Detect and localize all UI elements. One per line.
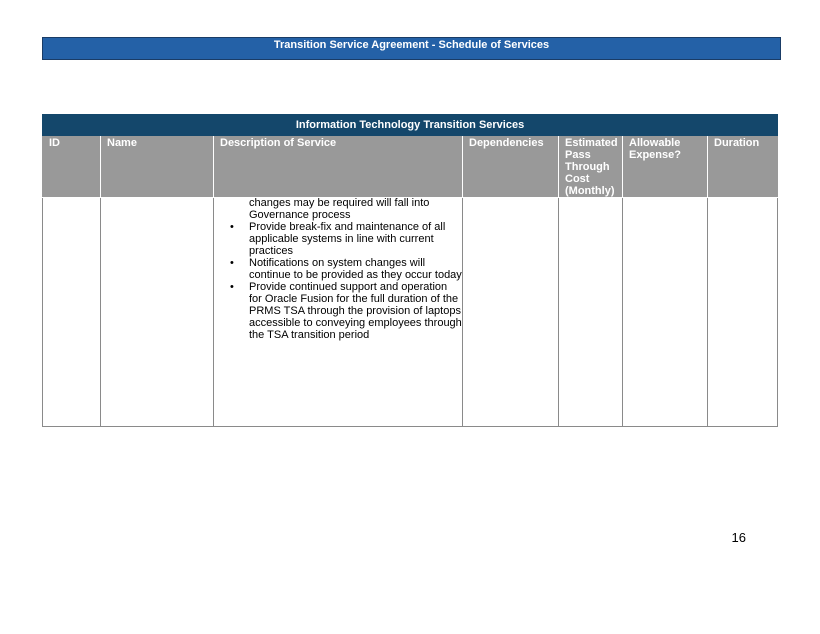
cell-id: [43, 198, 101, 427]
table-row: [43, 198, 778, 427]
cell-name: [101, 198, 214, 427]
table-title-row: [43, 115, 778, 136]
page-header-title: Transition Service Agreement - Schedule of Services: [273, 39, 550, 51]
column-header-cost: Estimated Pass Through Cost (Monthly): [559, 136, 623, 198]
column-header-description: Description of Service: [214, 136, 463, 198]
column-header-row: [43, 136, 778, 198]
page-number: 16: [731, 530, 746, 545]
bullet-icon: •: [230, 281, 234, 293]
bullet-text: Provide break-fix and maintenance of all applicable systems in line with current practices: [249, 221, 446, 257]
bullet-text: Provide continued support and operation for Oracle Fusion for the full duration of the PRMS TSA through the provision of laptops accessible to conveying employees through the TSA transition period: [249, 281, 462, 341]
description-continued-text: changes may be required will fall into Governance process: [249, 197, 430, 221]
bullet-icon: •: [230, 257, 234, 269]
description-bullet-list: [214, 221, 462, 341]
list-item: [214, 281, 462, 341]
column-header-name: Name: [101, 136, 214, 198]
bullet-icon: •: [230, 221, 234, 233]
bullet-text: Notifications on system changes will continue to be provided as they occur today: [249, 257, 462, 281]
column-header-allowable-expense: Allowable Expense?: [623, 136, 708, 198]
table-title: Information Technology Transition Services: [43, 115, 778, 136]
list-item: [214, 257, 462, 281]
cell-duration: [708, 198, 778, 427]
services-table: [42, 114, 778, 427]
cell-allowable-expense: [623, 198, 708, 427]
cell-description: [214, 198, 463, 427]
page-header-bar: [42, 37, 781, 60]
column-header-duration: Duration: [708, 136, 778, 198]
cell-cost: [559, 198, 623, 427]
column-header-dependencies: Dependencies: [463, 136, 559, 198]
column-header-id: ID: [43, 136, 101, 198]
list-item: [214, 221, 462, 257]
cell-dependencies: [463, 198, 559, 427]
